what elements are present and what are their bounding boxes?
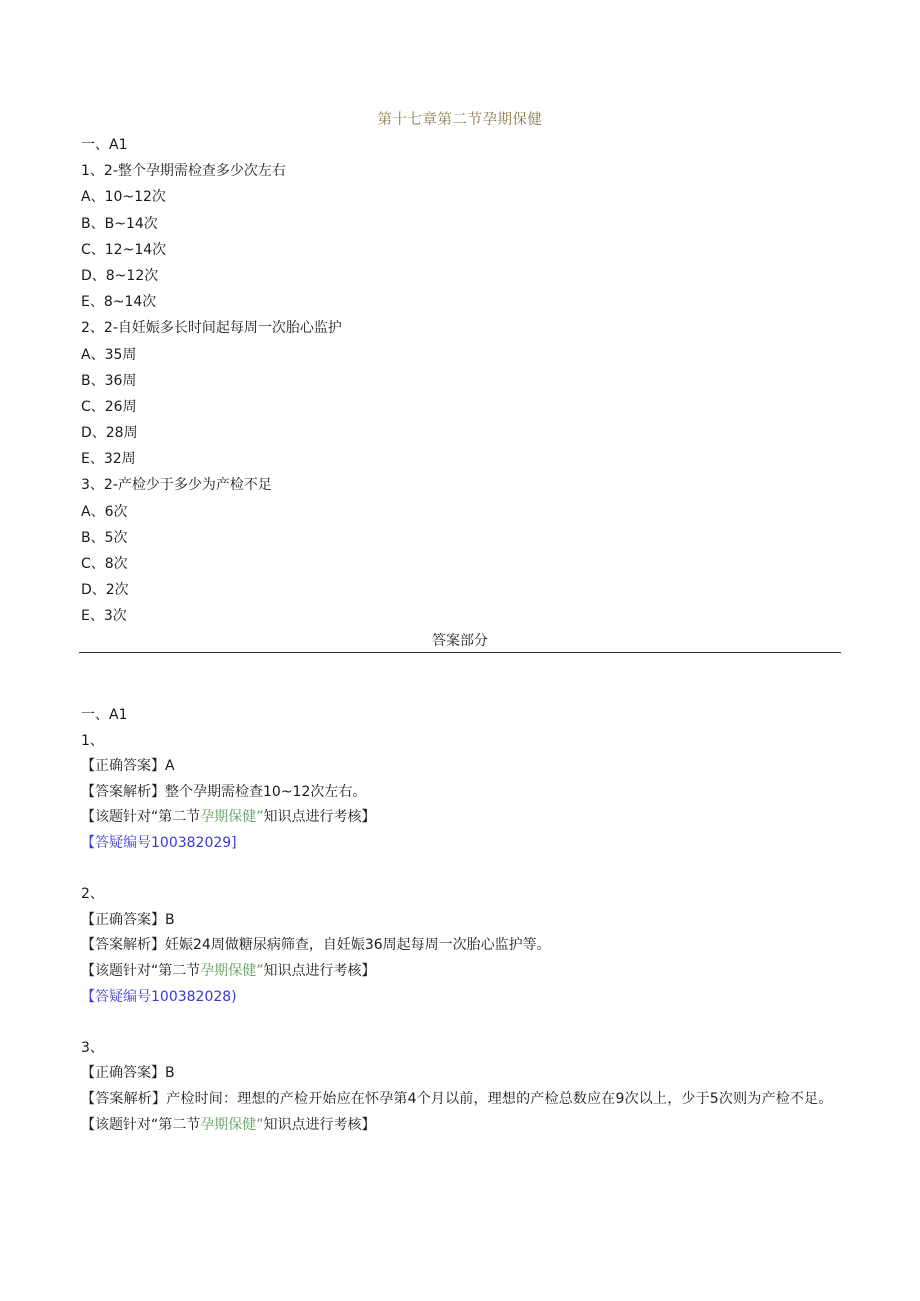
option-c: C、26周: [81, 398, 137, 415]
answer-analysis: 【答案解析】整个孕期需检查10~12次左右。: [81, 783, 367, 800]
option-e: E、32周: [81, 451, 136, 468]
option-d: D、8~12次: [81, 267, 159, 284]
topic-suffix: 知识点进行考核】: [263, 1116, 376, 1133]
option-b: B、B~14次: [81, 215, 158, 232]
correct-answer: 【正确答案】B: [81, 1065, 175, 1082]
topic-prefix: 【该题针对“第二节: [81, 962, 201, 979]
section-heading: 一、A1: [81, 707, 128, 723]
topic-highlight: 孕期保健”: [200, 809, 264, 826]
correct-answer: 【正确答案】B: [81, 911, 175, 928]
topic-note: [81, 805, 841, 831]
answer-analysis: 【答案解析】产检时间：理想的产检开始应在怀孕第4个月以前，理想的产检总数应在9次以上，少于5次则为产检不足。: [81, 1090, 833, 1107]
divider: [79, 652, 841, 653]
spacer: [81, 857, 841, 883]
questions-section: [81, 132, 841, 630]
topic-suffix: 知识点进行考核】: [263, 809, 376, 826]
option-e: E、8~14次: [81, 294, 157, 311]
question-id-link[interactable]: 【答疑编号100382029]: [81, 834, 237, 851]
answer-number: 1、: [81, 732, 104, 749]
option-b: B、36周: [81, 372, 137, 389]
question-id-link[interactable]: 【答疑编号100382028): [81, 988, 237, 1005]
topic-highlight: 孕期保健”: [200, 962, 264, 979]
question-stem: 2、2-自妊娠多长时间起每周一次胎心监护: [81, 320, 342, 337]
answer-analysis: 【答案解析】妊娠24周做糖尿病筛查，自妊娠36周起每周一次胎心监护等。: [81, 937, 551, 954]
topic-prefix: 【该题针对“第二节: [81, 809, 201, 826]
spacer: [81, 1010, 841, 1036]
option-b: B、5次: [81, 529, 128, 546]
option-d: D、2次: [81, 582, 129, 599]
option-e: E、3次: [81, 608, 127, 625]
option-a: A、10~12次: [81, 189, 166, 206]
option-a: A、6次: [81, 503, 128, 520]
answers-section: [81, 703, 841, 1138]
option-c: C、8次: [81, 556, 128, 572]
question-stem: 3、2-产检少于多少为产检不足: [81, 477, 272, 494]
option-c: C、12~14次: [81, 241, 167, 258]
page-title: 第十七章第二节孕期保健: [377, 112, 543, 128]
question-stem: 1、2-整个孕期需检查多少次左右: [81, 163, 286, 180]
topic-suffix: 知识点进行考核】: [263, 962, 376, 979]
option-a: A、35周: [81, 346, 137, 363]
correct-answer: 【正确答案】A: [81, 758, 175, 775]
topic-note: [81, 959, 841, 985]
section-heading: 一、A1: [81, 137, 128, 153]
answer-section-title: 答案部分: [432, 633, 488, 649]
topic-prefix: 【该题针对“第二节: [81, 1116, 201, 1133]
answer-number: 3、: [81, 1039, 104, 1056]
answer-number: 2、: [81, 886, 104, 903]
topic-highlight: 孕期保健”: [200, 1116, 264, 1133]
topic-note: [81, 1113, 841, 1139]
option-d: D、28周: [81, 425, 138, 442]
